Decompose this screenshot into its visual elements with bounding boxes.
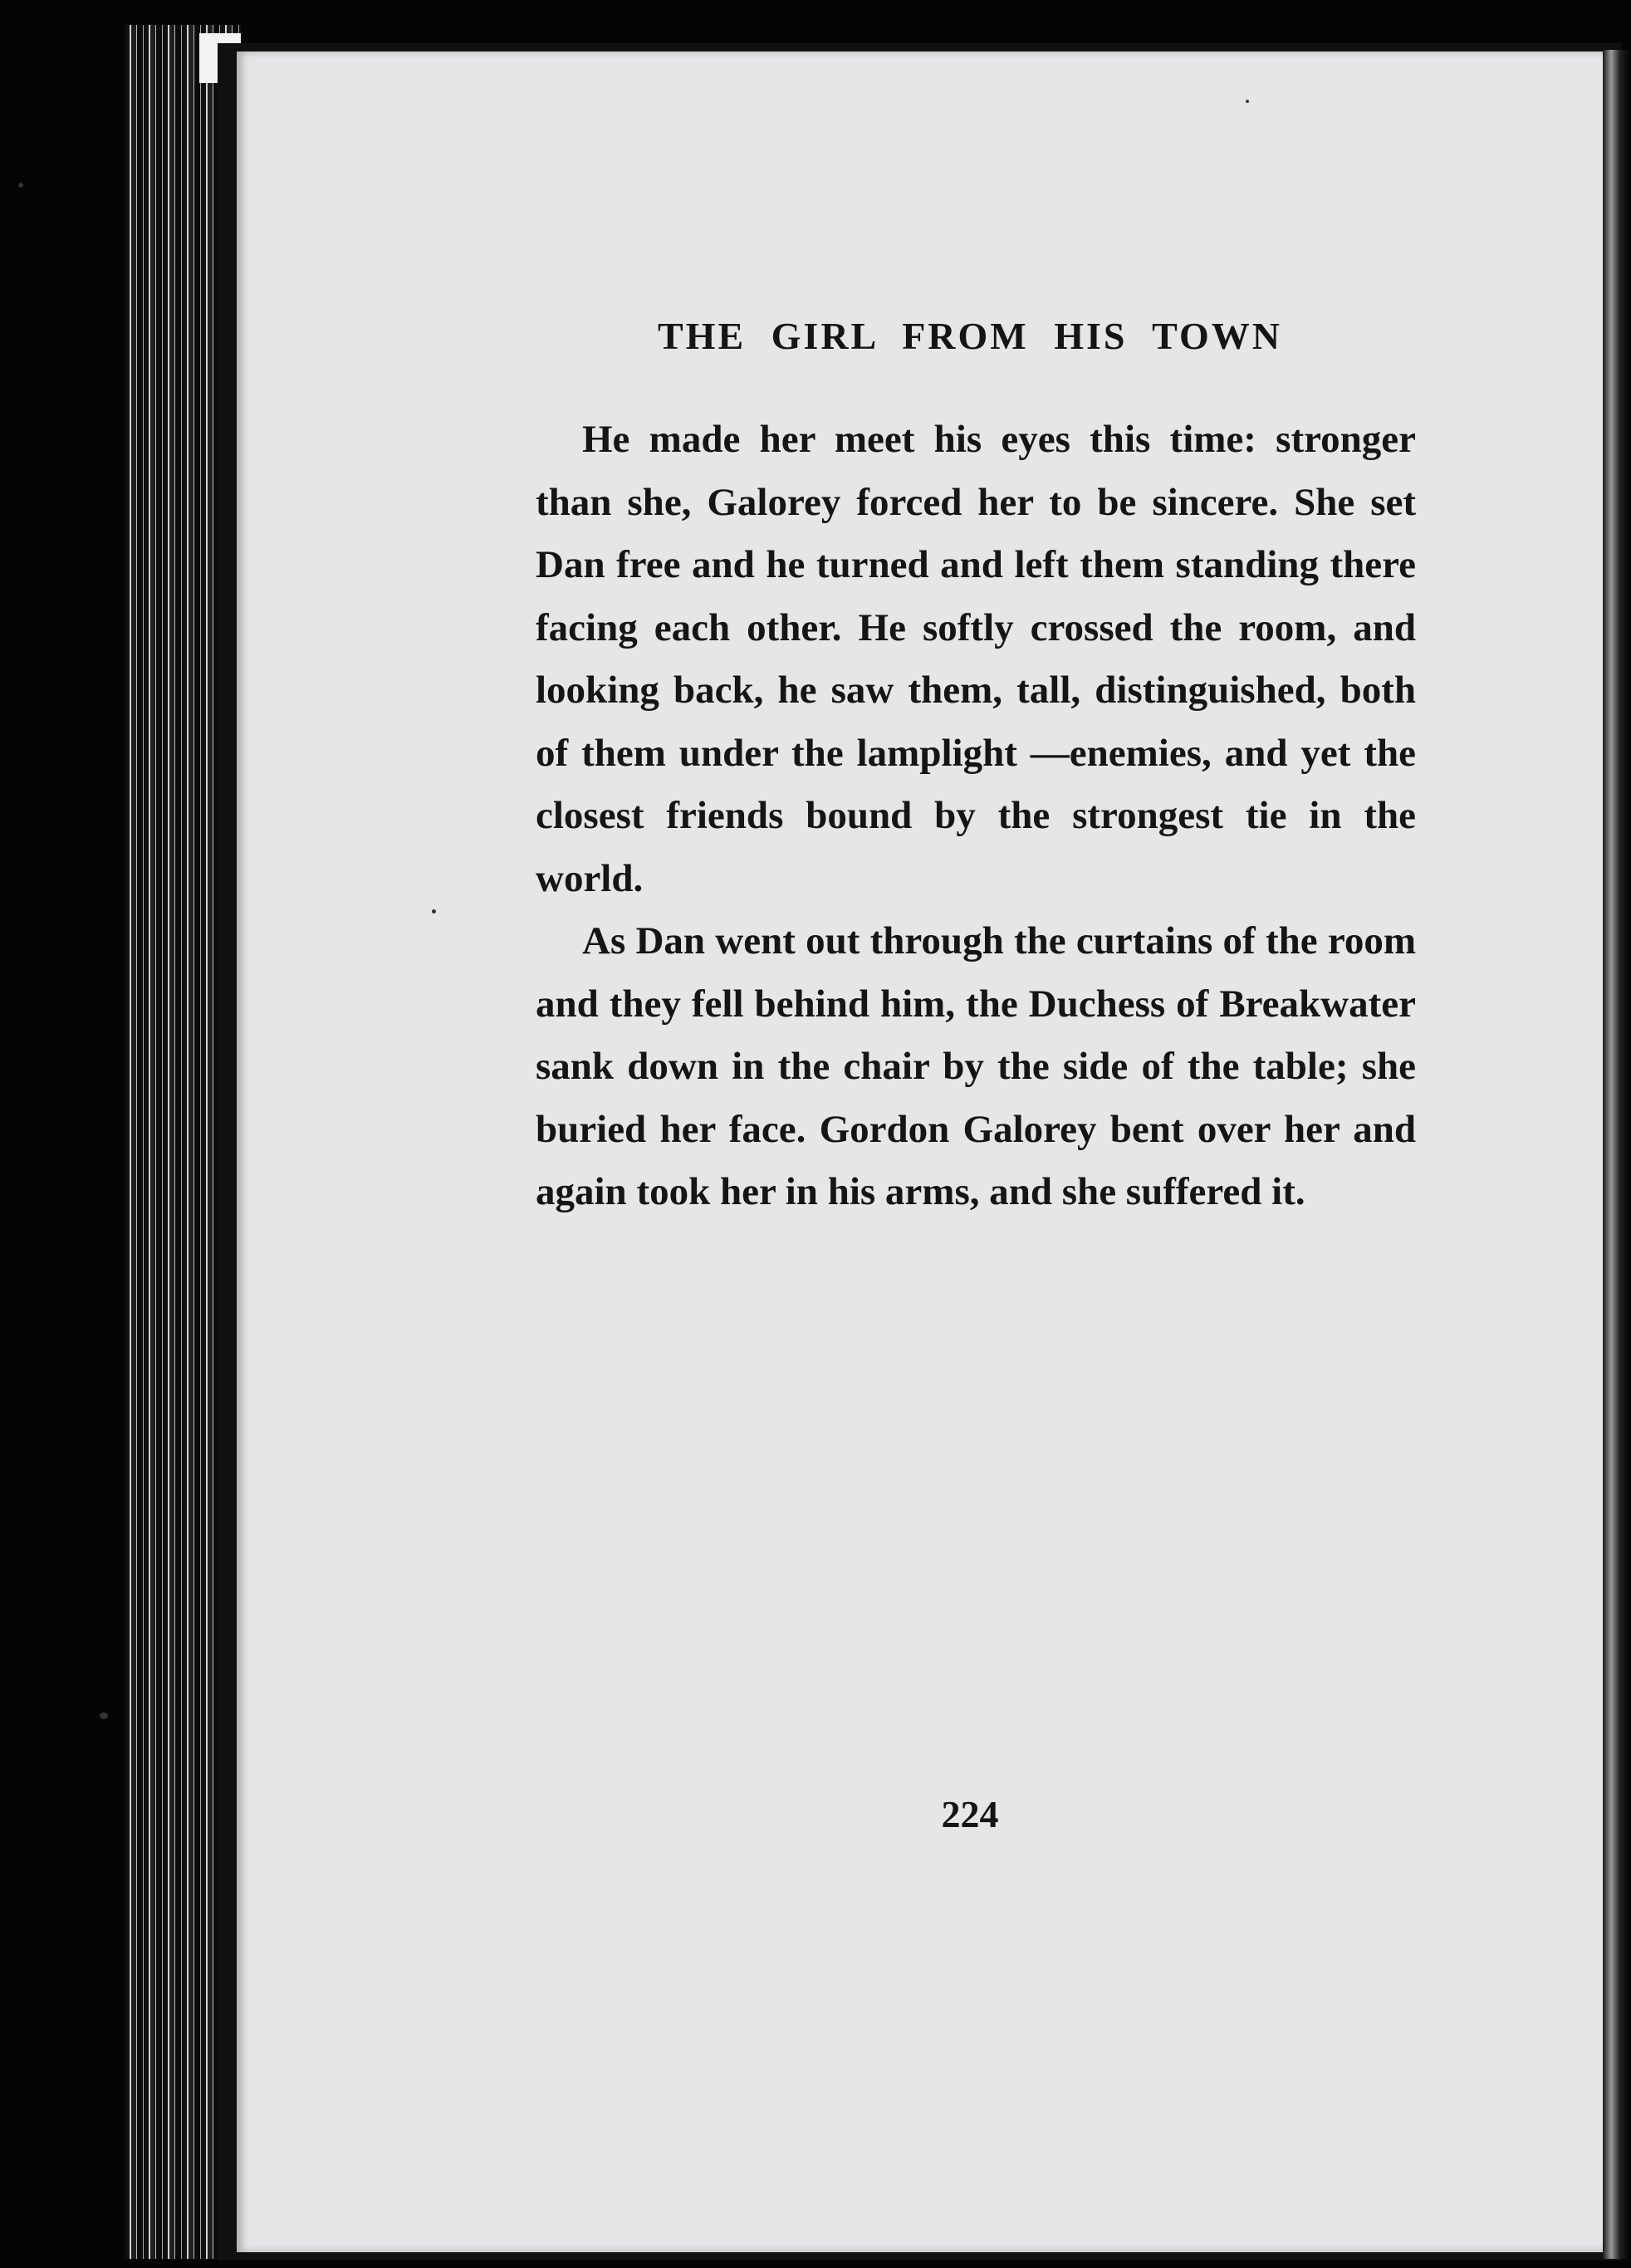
body-text (536, 409, 1416, 1224)
running-head: THE GIRL FROM HIS TOWN (658, 315, 1282, 357)
dust-speck (1246, 100, 1249, 103)
dust-speck (100, 1712, 108, 1719)
paragraph: As Dan went out through the curtains of the room and they fell behind him, the Duchess of Breakwater sank down in the chair by the side of the table; she buried her face. Gordon Galorey bent over her and again took her in his arms, and she suffered it. (536, 919, 1416, 1213)
dust-speck (18, 183, 23, 188)
page-number: 224 (941, 1793, 999, 1835)
paragraph: He made her meet his eyes this time: stronger than she, Galorey forced her to be sincere. She set Dan free and he turned and left them standing there facing each other. He softly crossed the room, and looking back, he saw them, tall, distinguished, both of them under the lamplight —enemies, and yet the closest friends bound by the strongest tie in the world. (536, 418, 1416, 900)
right-book-edge (1603, 50, 1631, 2259)
dust-speck (432, 909, 436, 914)
